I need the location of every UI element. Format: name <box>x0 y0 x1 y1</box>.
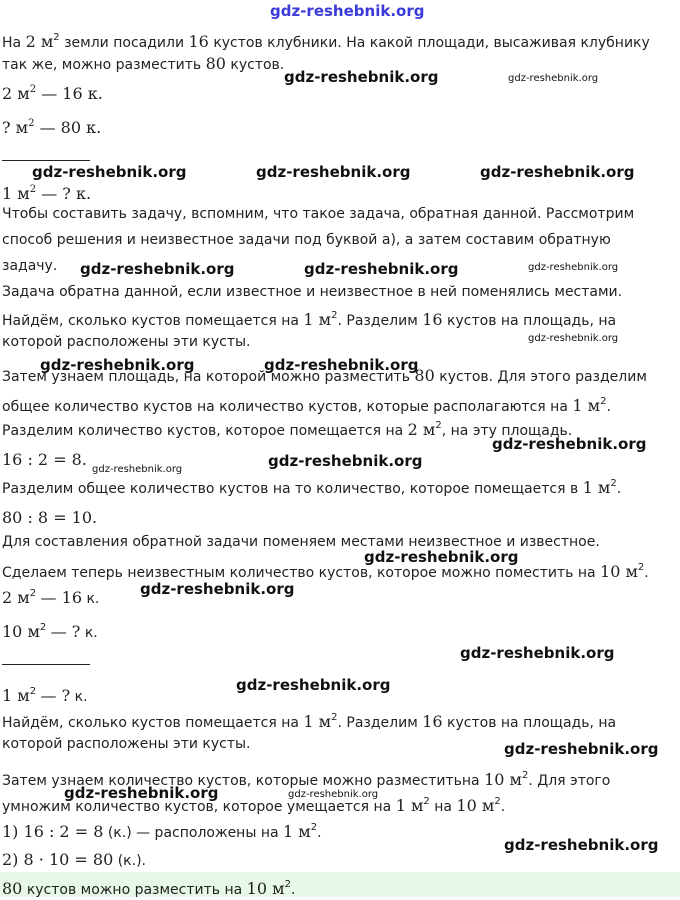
sup: 2 <box>637 562 645 573</box>
watermark: gdz-reshebnik.org <box>504 836 659 854</box>
watermark: gdz-reshebnik.org <box>528 262 619 273</box>
text: (к.) — расположены на <box>107 825 279 841</box>
sup: 2 <box>29 588 37 599</box>
answer-line <box>2 875 295 900</box>
math: 1 м <box>2 184 30 203</box>
watermark: gdz-reshebnik.org <box>236 676 391 694</box>
watermark: gdz-reshebnik.org <box>304 260 459 278</box>
math: 10 м <box>600 562 638 581</box>
watermark: gdz-reshebnik.org <box>80 260 235 278</box>
math: 1 м <box>303 712 332 731</box>
watermark: gdz-reshebnik.org <box>508 73 599 84</box>
text: , на эту площадь. <box>441 423 573 439</box>
watermark: gdz-reshebnik.org <box>264 356 419 374</box>
text: . Разделим <box>337 715 418 731</box>
math: — ? к. <box>41 184 92 203</box>
text: Сделаем теперь неизвестным количество кустов, которое можно поместить на <box>2 565 596 581</box>
text: Затем узнаем площадь, на которой можно разместить <box>2 369 410 385</box>
text: . <box>500 799 506 815</box>
text: . <box>616 481 622 497</box>
condition-4 <box>2 584 99 609</box>
watermark: gdz-reshebnik.org <box>288 789 379 800</box>
text: . <box>606 399 611 415</box>
paragraph-line: задачу. <box>2 258 58 274</box>
paragraph-line <box>2 708 616 733</box>
sup: 2 <box>53 32 60 43</box>
math: 80 <box>414 366 435 385</box>
sup: 2 <box>521 770 529 781</box>
math: — 16 <box>40 588 82 607</box>
sup: 2 <box>610 478 617 489</box>
math: 2) 8 · 10 = 80 <box>2 850 114 869</box>
text: к. <box>86 591 100 607</box>
math: — 80 к. <box>39 118 102 137</box>
watermark: gdz-reshebnik.org <box>492 435 647 453</box>
math: 1 м <box>395 796 424 815</box>
watermark: gdz-reshebnik.org <box>40 356 195 374</box>
math: 1 м <box>582 478 611 497</box>
paragraph-line: способ решения и неизвестное задачи под буквой а), а затем составим обратную <box>2 232 611 248</box>
math: — 16 к. <box>41 84 103 103</box>
text: к. <box>84 625 98 641</box>
text: так же, можно разместить <box>2 57 202 73</box>
condition-6 <box>2 682 88 707</box>
math: — ? <box>40 686 71 705</box>
math: 10 м <box>456 796 495 815</box>
paragraph-line <box>2 392 611 417</box>
sup: 2 <box>423 796 430 807</box>
math: — ? <box>50 622 81 641</box>
divider-rule <box>2 664 90 665</box>
text: . Для этого <box>528 773 611 789</box>
paragraph-line <box>2 306 616 331</box>
text: кустов. Для этого разделим <box>439 369 647 385</box>
math: 80 <box>205 54 226 73</box>
sup: 2 <box>494 796 501 807</box>
text: . <box>644 565 649 581</box>
text: к. <box>74 689 88 705</box>
sup: 2 <box>29 184 37 195</box>
watermark: gdz-reshebnik.org <box>364 548 519 566</box>
text: умножим количество кустов, которое умещается на <box>2 799 392 815</box>
text: кустов клубники. На какой площади, высаживая клубнику <box>213 35 650 51</box>
text: на <box>434 799 452 815</box>
sup: 2 <box>331 310 338 321</box>
sup: 2 <box>284 879 291 890</box>
paragraph-line <box>2 558 649 583</box>
paragraph-line: Для составления обратной задачи поменяем местами неизвестное и известное. <box>2 534 600 550</box>
text: Найдём, сколько кустов помещается на <box>2 313 299 329</box>
solution-step-2 <box>2 850 146 871</box>
paragraph-line: которой расположены эти кусты. <box>2 736 251 752</box>
math: 10 м <box>246 879 285 898</box>
math: 16 <box>188 32 209 51</box>
watermark: gdz-reshebnik.org <box>528 333 619 344</box>
text: (к.). <box>117 853 146 869</box>
paragraph-line: которой расположены эти кусты. <box>2 334 251 350</box>
paragraph-line: Чтобы составить задачу, вспомним, что такое задача, обратная данной. Рассмотрим <box>2 206 635 222</box>
problem-line-2 <box>2 54 284 75</box>
paragraph-line <box>2 416 572 441</box>
watermark: gdz-reshebnik.org <box>92 464 183 475</box>
watermark: gdz-reshebnik.org <box>140 580 295 598</box>
problem-line-1 <box>2 28 650 53</box>
text: кустов на площадь, на <box>447 715 617 731</box>
watermark: gdz-reshebnik.org <box>256 163 411 181</box>
watermark: gdz-reshebnik.org <box>268 452 423 470</box>
formula-2: 80 : 8 = 10. <box>2 508 98 527</box>
text: кустов. <box>230 57 285 73</box>
math: 10 м <box>484 770 522 789</box>
text: общее количество кустов на количество кустов, которые располагаются на <box>2 399 568 415</box>
text: . <box>317 825 322 841</box>
text: Разделим количество кустов, которое помещается на <box>2 423 404 439</box>
math: ? м <box>2 118 29 137</box>
math: 1 м <box>2 686 30 705</box>
text: На <box>2 35 22 51</box>
math: 16 <box>422 310 443 329</box>
text: . <box>290 882 296 898</box>
math: 2 м <box>25 32 54 51</box>
math: 1 м <box>572 396 601 415</box>
math: 1 м <box>283 822 311 841</box>
formula-1: 16 : 2 = 8. <box>2 450 87 469</box>
sup: 2 <box>310 822 318 833</box>
sup: 2 <box>600 396 607 407</box>
text: Найдём, сколько кустов помещается на <box>2 715 299 731</box>
watermark: gdz-reshebnik.org <box>284 68 439 86</box>
watermark: gdz-reshebnik.org <box>480 163 635 181</box>
math: 10 м <box>2 622 40 641</box>
paragraph-line: Задача обратна данной, если известное и неизвестное в ней поменялись местами. <box>2 284 623 300</box>
watermark: gdz-reshebnik.org <box>64 784 219 802</box>
watermark: gdz-reshebnik.org <box>504 740 659 758</box>
condition-5 <box>2 618 98 643</box>
header-watermark: gdz-reshebnik.org <box>270 2 425 20</box>
math: 80 <box>2 879 23 898</box>
math: 1 м <box>303 310 332 329</box>
solution-step-1 <box>2 818 322 843</box>
math: 16 <box>422 712 443 731</box>
text: Разделим общее количество кустов на то количество, которое помещается в <box>2 481 579 497</box>
sup: 2 <box>29 686 37 697</box>
watermark: gdz-reshebnik.org <box>32 163 187 181</box>
divider-rule <box>2 160 90 161</box>
math: 1) 16 : 2 = 8 <box>2 822 104 841</box>
text: кустов можно разместить на <box>26 882 243 898</box>
paragraph-line <box>2 474 621 499</box>
sup: 2 <box>435 420 442 431</box>
text: . Разделим <box>337 313 418 329</box>
sup: 2 <box>39 622 47 633</box>
watermark: gdz-reshebnik.org <box>460 644 615 662</box>
condition-3 <box>2 180 91 204</box>
text: кустов на площадь, на <box>447 313 617 329</box>
sup: 2 <box>331 712 338 723</box>
condition-1 <box>2 80 103 104</box>
text: Затем узнаем количество кустов, которые можно разместитьна <box>2 773 480 789</box>
sup: 2 <box>29 84 37 95</box>
math: 2 м <box>2 84 30 103</box>
sup: 2 <box>28 118 35 129</box>
condition-2 <box>2 114 101 138</box>
math: 2 м <box>2 588 30 607</box>
text: земли посадили <box>64 35 185 51</box>
math: 2 м <box>407 420 436 439</box>
